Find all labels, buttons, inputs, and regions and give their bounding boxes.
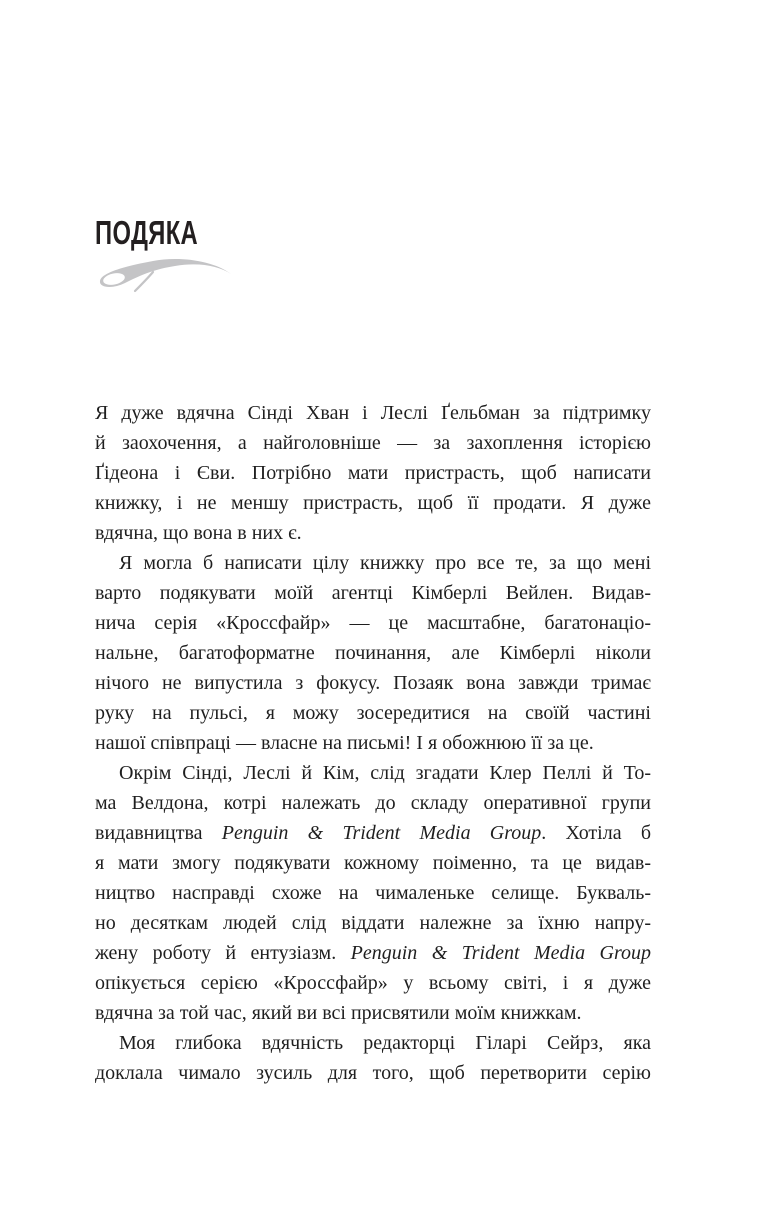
paragraph (95, 398, 651, 548)
text-segment: варто подякувати моїй агентці Кімберлі Вейлен. Видав- (95, 582, 651, 604)
text-line (95, 578, 651, 608)
text-line (95, 398, 651, 428)
text-line (95, 668, 651, 698)
text-segment: Я могла б написати цілу книжку про все те, за що мені (119, 552, 651, 574)
text-line (95, 998, 651, 1028)
text-line (95, 1058, 651, 1088)
body-text (95, 398, 651, 1088)
text-segment: . Хотіла б (541, 822, 651, 844)
text-segment: Моя глибока вдячність редакторці Гіларі Сейрз, яка (119, 1032, 651, 1054)
text-segment: Я дуже вдячна Сінді Хван і Леслі Ґельбман за підтримку (95, 402, 651, 424)
text-line (95, 698, 651, 728)
text-line (95, 938, 651, 968)
text-segment: й заохочення, а найголовніше — за захоплення історією (95, 432, 651, 454)
text-segment: Окрім Сінді, Леслі й Кім, слід згадати Клер Пеллі й То- (119, 762, 651, 784)
text-segment: ництво насправді схоже на чималеньке селище. Букваль- (95, 882, 651, 904)
publisher-name-italic: Penguin & Trident Media Group (350, 942, 651, 964)
text-segment: книжку, і не меншу пристрасть, щоб її продати. Я дуже (95, 492, 651, 514)
text-line (95, 488, 651, 518)
paragraph (95, 1028, 651, 1088)
text-line (95, 968, 651, 998)
text-segment: нича серія «Кроссфайр» — це масштабне, багатонаціо- (95, 612, 651, 634)
text-segment: Ґідеона і Єви. Потрібно мати пристрасть, щоб написати (95, 462, 651, 484)
text-line (95, 728, 651, 758)
text-line (95, 1028, 651, 1058)
text-segment: нальне, багатоформатне починання, але Кімберлі ніколи (95, 642, 651, 664)
text-segment: руку на пульсі, я можу зосередитися на своїй частині (95, 702, 651, 724)
text-line (95, 908, 651, 938)
text-line (95, 608, 651, 638)
paragraph (95, 758, 651, 1028)
text-line (95, 638, 651, 668)
text-line (95, 818, 651, 848)
text-line (95, 758, 651, 788)
text-line (95, 428, 651, 458)
text-segment: я мати змогу подякувати кожному поіменно, та це видав- (95, 852, 651, 874)
text-segment: вдячна за той час, який ви всі присвятили моїм книжкам. (95, 1002, 582, 1024)
chapter-title: ПОДЯКА (95, 214, 199, 251)
text-segment: опікується серією «Кроссфайр» у всьому світі, і я дуже (95, 972, 651, 994)
flourish-ornament-icon (93, 252, 235, 296)
text-segment: но десяткам людей слід віддати належне за їхню напру- (95, 912, 651, 934)
text-segment: нашої співпраці — власне на письмі! І я обожнюю її за це. (95, 732, 594, 754)
text-segment: доклала чимало зусиль для того, щоб перетворити серію (95, 1062, 651, 1084)
text-line (95, 518, 651, 548)
text-segment: ма Велдона, котрі належать до складу оперативної групи (95, 792, 651, 814)
publisher-name-italic: Penguin & Trident Media Group (221, 822, 542, 844)
text-segment: вдячна, що вона в них є. (95, 522, 302, 544)
text-line (95, 548, 651, 578)
text-line (95, 878, 651, 908)
text-segment: видавництва (95, 822, 222, 844)
text-segment: жену роботу й ентузіазм. (95, 942, 351, 964)
text-line (95, 848, 651, 878)
text-segment: нічого не випустила з фокусу. Позаяк вона завжди тримає (95, 672, 651, 694)
text-line (95, 458, 651, 488)
text-line (95, 788, 651, 818)
paragraph (95, 548, 651, 758)
